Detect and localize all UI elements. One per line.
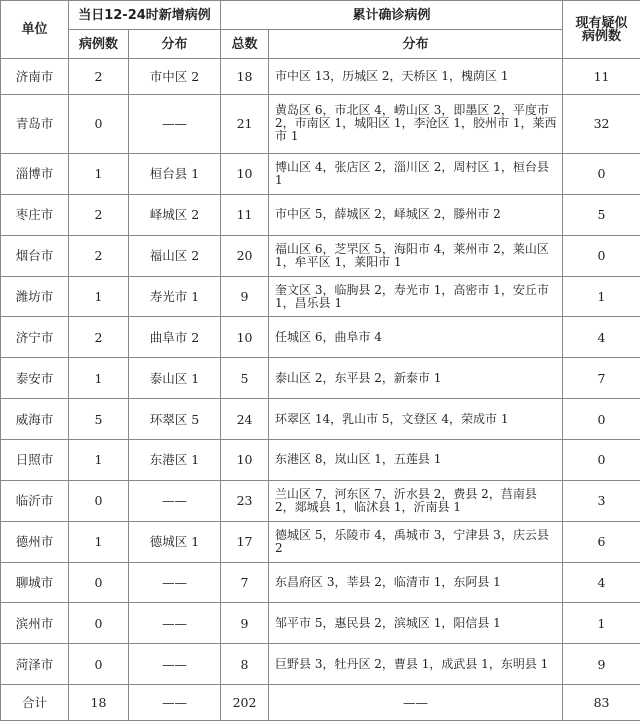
new-count-cell: 0 [69,603,129,644]
new-count-cell: 1 [69,358,129,399]
suspected-cell: 0 [563,235,640,276]
city-cell: 德州市 [1,521,69,562]
table-row [1,317,640,358]
new-distribution-cell: —— [129,562,221,603]
new-distribution-cell: 德城区 1 [129,521,221,562]
city-cell: 淄博市 [1,154,69,195]
city-cell: 滨州市 [1,603,69,644]
city-cell: 泰安市 [1,358,69,399]
new-distribution-cell: —— [129,480,221,521]
total-cell: 9 [221,603,269,644]
city-cell: 日照市 [1,440,69,481]
total-suspected-cell: 83 [563,685,640,721]
total-cell: 5 [221,358,269,399]
header-suspected-text: 现有疑似病例数 [575,15,628,44]
table-body [1,59,640,721]
suspected-cell: 0 [563,440,640,481]
new-distribution-cell: 桓台县 1 [129,154,221,195]
suspected-cell: 0 [563,154,640,195]
suspected-cell: 11 [563,59,640,95]
new-distribution-cell: 泰山区 1 [129,358,221,399]
table-row [1,603,640,644]
total-new-count-cell: 18 [69,685,129,721]
distribution-cell: 奎文区 3，临朐县 2，寿光市 1，高密市 1，安丘市 1，昌乐县 1 [269,276,563,317]
total-cell: 9 [221,276,269,317]
new-count-cell: 0 [69,94,129,153]
table-row [1,562,640,603]
distribution-cell: 任城区 6，曲阜市 4 [269,317,563,358]
total-cell: 17 [221,521,269,562]
city-cell: 临沂市 [1,480,69,521]
table-row [1,276,640,317]
header-new-count: 病例数 [69,30,129,59]
new-distribution-cell: 福山区 2 [129,235,221,276]
city-cell: 济南市 [1,59,69,95]
new-distribution-cell: 曲阜市 2 [129,317,221,358]
distribution-cell: 德城区 5，乐陵市 4，禹城市 3，宁津县 3，庆云县 2 [269,521,563,562]
header-cumulative-total: 总数 [221,30,269,59]
new-distribution-cell: 东港区 1 [129,440,221,481]
distribution-cell: 市中区 13，历城区 2，天桥区 1，槐荫区 1 [269,59,563,95]
table-row [1,358,640,399]
city-cell: 威海市 [1,399,69,440]
total-distribution-cell: —— [269,685,563,721]
suspected-cell: 1 [563,276,640,317]
new-distribution-cell: —— [129,94,221,153]
total-cell: 20 [221,235,269,276]
total-cell: 18 [221,59,269,95]
suspected-cell: 3 [563,480,640,521]
city-cell: 青岛市 [1,94,69,153]
header-cumulative-group: 累计确诊病例 [221,1,563,30]
suspected-cell: 0 [563,399,640,440]
table-row [1,480,640,521]
total-new-distribution-cell: —— [129,685,221,721]
table-row [1,521,640,562]
suspected-cell: 7 [563,358,640,399]
new-count-cell: 2 [69,194,129,235]
suspected-cell: 32 [563,94,640,153]
distribution-cell: 邹平市 5，惠民县 2，滨城区 1，阳信县 1 [269,603,563,644]
city-cell: 济宁市 [1,317,69,358]
suspected-cell: 4 [563,562,640,603]
total-cell: 7 [221,562,269,603]
new-count-cell: 1 [69,154,129,195]
table-row [1,59,640,95]
city-cell: 枣庄市 [1,194,69,235]
new-distribution-cell: 市中区 2 [129,59,221,95]
suspected-cell: 6 [563,521,640,562]
new-distribution-cell: 峄城区 2 [129,194,221,235]
new-count-cell: 2 [69,317,129,358]
new-count-cell: 0 [69,562,129,603]
city-cell: 烟台市 [1,235,69,276]
new-count-cell: 2 [69,235,129,276]
new-count-cell: 0 [69,644,129,685]
new-distribution-cell: 寿光市 1 [129,276,221,317]
new-count-cell: 1 [69,521,129,562]
table-row [1,154,640,195]
header-new-group: 当日12-24时新增病例 [69,1,221,30]
total-cell: 10 [221,154,269,195]
distribution-cell: 博山区 4，张店区 2，淄川区 2，周村区 1，桓台县 1 [269,154,563,195]
header-suspected [563,1,640,59]
total-cell: 10 [221,440,269,481]
total-cell: 21 [221,94,269,153]
distribution-cell: 市中区 5，薛城区 2，峄城区 2，滕州市 2 [269,194,563,235]
city-cell: 潍坊市 [1,276,69,317]
total-cell: 8 [221,644,269,685]
suspected-cell: 1 [563,603,640,644]
city-cell: 聊城市 [1,562,69,603]
table-row [1,399,640,440]
distribution-cell: 兰山区 7，河东区 7，沂水县 2，费县 2，莒南县 2，郯城县 1，临沭县 1，沂南县 1 [269,480,563,521]
new-distribution-cell: 环翠区 5 [129,399,221,440]
total-cumulative-cell: 202 [221,685,269,721]
new-distribution-cell: —— [129,644,221,685]
header-unit: 单位 [1,1,69,59]
new-count-cell: 1 [69,276,129,317]
new-count-cell: 0 [69,480,129,521]
table-row [1,235,640,276]
new-count-cell: 5 [69,399,129,440]
total-row [1,685,640,721]
total-cell: 23 [221,480,269,521]
distribution-cell: 东昌府区 3，莘县 2，临清市 1，东阿县 1 [269,562,563,603]
distribution-cell: 环翠区 14，乳山市 5，文登区 4，荣成市 1 [269,399,563,440]
distribution-cell: 泰山区 2，东平县 2，新泰市 1 [269,358,563,399]
suspected-cell: 9 [563,644,640,685]
header-row-2 [1,30,640,59]
distribution-cell: 福山区 6，芝罘区 5，海阳市 4，莱州市 2，莱山区 1，牟平区 1，莱阳市 1 [269,235,563,276]
suspected-cell: 5 [563,194,640,235]
new-count-cell: 2 [69,59,129,95]
city-cell: 菏泽市 [1,644,69,685]
new-distribution-cell: —— [129,603,221,644]
header-cumulative-distribution: 分布 [269,30,563,59]
total-cell: 10 [221,317,269,358]
table-row [1,440,640,481]
distribution-cell: 巨野县 3，牡丹区 2，曹县 1，成武县 1，东明县 1 [269,644,563,685]
new-count-cell: 1 [69,440,129,481]
suspected-cell: 4 [563,317,640,358]
header-new-distribution: 分布 [129,30,221,59]
total-cell: 11 [221,194,269,235]
table-row [1,94,640,153]
table-row [1,644,640,685]
table-row [1,194,640,235]
total-cell: 24 [221,399,269,440]
header-row-1 [1,1,640,30]
distribution-cell: 黄岛区 6，市北区 4，崂山区 3，即墨区 2，平度市 2，市南区 1，城阳区 1，李沧区 1，胶州市 1，莱西市 1 [269,94,563,153]
distribution-cell: 东港区 8，岚山区 1，五莲县 1 [269,440,563,481]
total-label-cell: 合计 [1,685,69,721]
